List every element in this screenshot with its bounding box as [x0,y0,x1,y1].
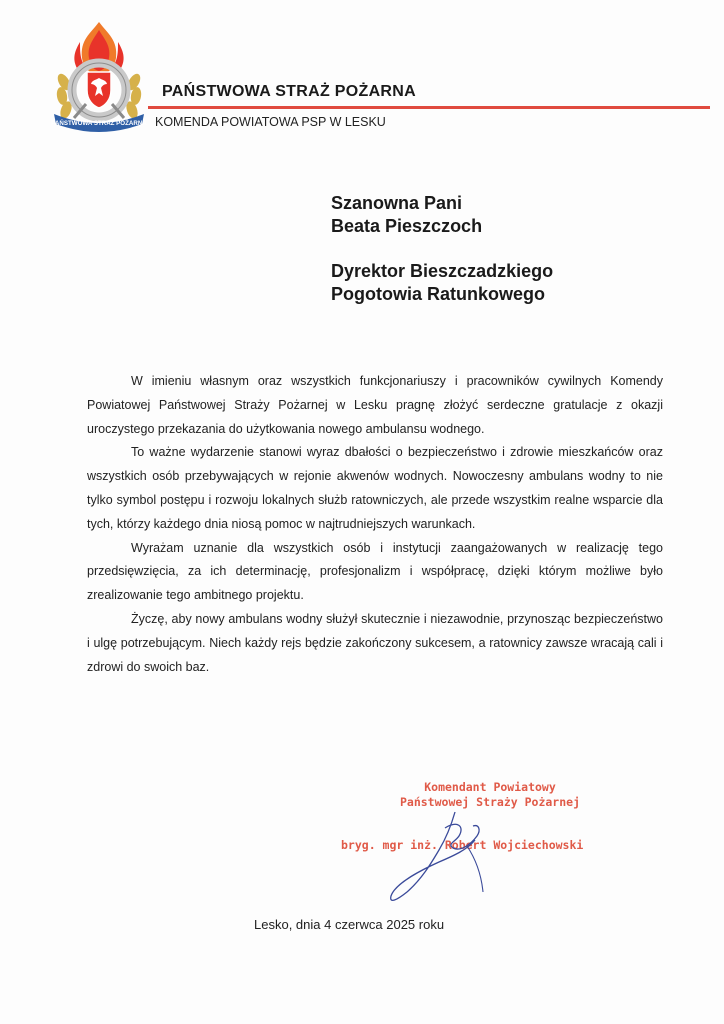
letter-paragraph-2: To ważne wydarzenie stanowi wyraz dbałości o bezpieczeństwo i zdrowie mieszkańców oraz wszystkich osób przebywających w rejonie akwenów wodnych. Nowoczesny ambulans wodny to nie tylko symbol postępu i rozwoju lokalnych służb ratowniczych, ale przede wszystkim realne wsparcie dla tych, którzy każdego dnia niosą pomoc w najtrudniejszych warunkach. [87,445,663,531]
signatory-name: bryg. mgr inż. Robert Wojciechowski [341,838,584,852]
letter-body [87,370,663,679]
handwritten-signature [383,800,503,920]
psp-emblem-logo [50,20,148,132]
letter-paragraph-3: Wyrażam uznanie dla wszystkich osób i instytucji zaangażowanych w realizację tego przedsięwzięcia, za ich determinację, profesjonalizm i współpracę, dzięki którym możliwe było zrealizowanie tego ambitnego projektu. [87,540,663,603]
recipient-name: Beata Pieszczoch [331,216,483,236]
recipient-position [331,260,553,306]
letter-paragraph-4: Życzę, aby nowy ambulans wodny służył skutecznie i niezawodnie, przynosząc bezpieczeństwo i ulgę potrzebującym. Niech każdy rejs będzie zakończony sukcesem, a ratownicy zawsze wracają cali i zdrowi do swoich baz. [87,611,663,674]
svg-text:PAŃSTWOWA STRAŻ POŻARNA: PAŃSTWOWA STRAŻ POŻARNA [51,120,147,127]
signatory-title-line1: Komendant Powiatowy [424,780,556,794]
recipient-title-line2: Pogotowia Ratunkowego [331,284,545,304]
place-and-date: Lesko, dnia 4 czerwca 2025 roku [254,917,445,932]
organization-unit: KOMENDA POWIATOWA PSP W LESKU [155,115,386,129]
recipient-title-line1: Dyrektor Bieszczadzkiego [331,261,554,281]
signatory-title-line2: Państwowej Straży Pożarnej [399,795,580,809]
header-divider [148,106,710,109]
recipient-greeting: Szanowna Pani [331,193,463,213]
recipient-salutation [331,192,482,238]
letter-paragraph-1: W imieniu własnym oraz wszystkich funkcjonariuszy i pracowników cywilnych Komendy Powiatowej Państwowej Straży Pożarnej w Lesku pragnę złożyć serdeczne gratulacje z okazji uroczystego przekazania do użytkowania nowego ambulansu wodnego. [87,374,663,436]
organization-name: PAŃSTWOWA STRAŻ POŻARNA [162,83,416,100]
